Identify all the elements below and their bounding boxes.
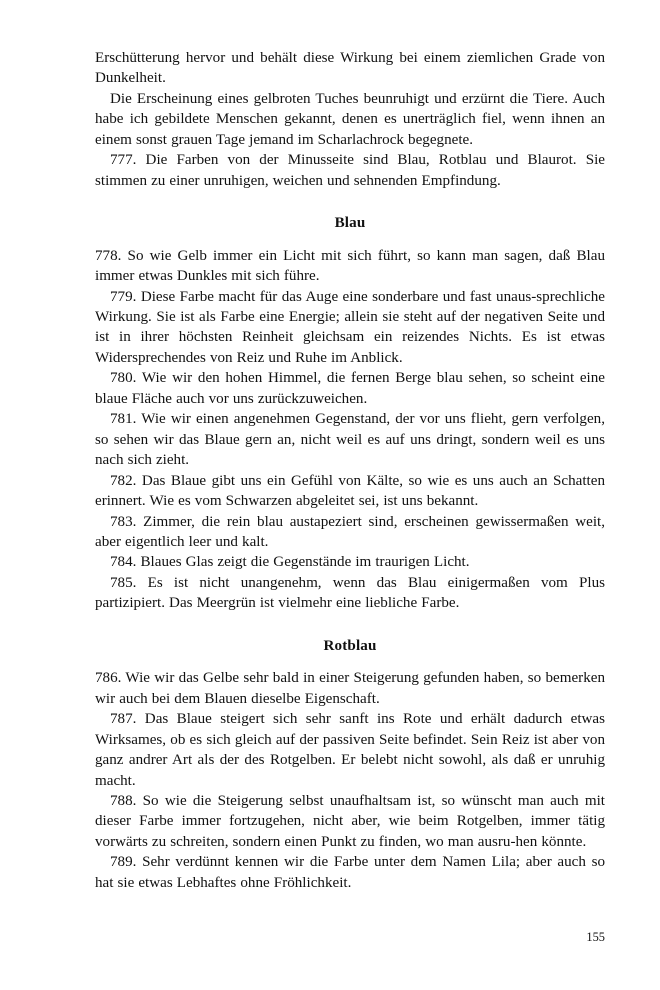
paragraph-777: 777. Die Farben von der Minusseite sind Blau, Rotblau und Blaurot. Sie stimmen zu einer unruhigen, weichen und sehnenden Empfindung. [95, 152, 605, 189]
paragraph-788: 788. So wie die Steigerung selbst unaufhaltsam ist, so wünscht man auch mit dieser Farbe immer fortzugehen, nicht aber, wie beim Rotgelben, immer tätig vorwärts zu schreiten, sondern einen Punkt zu finden, wo man ausru-hen könnte. [95, 792, 605, 850]
section-heading-rotblau: Rotblau [323, 637, 377, 654]
section-heading-blau: Blau [334, 215, 366, 232]
paragraph-782: 782. Das Blaue gibt uns ein Gefühl von Kälte, so wie es uns auch an Schatten erinnert. Wie es vom Schwarzen abgeleitet sei, ist uns bekannt. [95, 472, 605, 510]
paragraph-781: 781. Wie wir einen angenehmen Gegenstand, der vor uns flieht, gern verfolgen, so sehen wir das Blaue gern an, nicht weil es auf uns dringt, sondern weil es uns nach sich zieht. [95, 411, 605, 469]
paragraph-785: 785. Es ist nicht unangenehm, wenn das Blau einigermaßen vom Plus partizipiert. Das Meergrün ist vielmehr eine liebliche Farbe. [95, 574, 605, 612]
paragraph-787: 787. Das Blaue steigert sich sehr sanft ins Rote und erhält dadurch etwas Wirksames, ob es sich gleich auf der passiven Seite befindet. Sein Reiz ist aber von ganz andrer Art als der des Rotgelben. Er belebt nicht sowohl, als daß er unruhig macht. [95, 711, 605, 789]
paragraph-780: 780. Wie wir den hohen Himmel, die fernen Berge blau sehen, so scheint eine blaue Fläche auch vor uns zurückzuweichen. [95, 370, 605, 407]
paragraph-786: 786. Wie wir das Gelbe sehr bald in einer Steigerung gefunden haben, so bemerken wir auch bei dem Blauen dieselbe Eigenschaft. [95, 670, 605, 707]
text-column [95, 48, 605, 893]
paragraph-784: 784. Blaues Glas zeigt die Gegenstände im traurigen Licht. [110, 554, 470, 571]
paragraph-783: 783. Zimmer, die rein blau austapeziert sind, erscheinen gewissermaßen weit, aber eigentlich leer und kalt. [95, 513, 605, 550]
paragraph-789: 789. Sehr verdünnt kennen wir die Farbe unter dem Namen Lila; aber auch so hat sie etwas Lebhaftes ohne Fröhlichkeit. [95, 854, 605, 891]
paragraph-779: 779. Diese Farbe macht für das Auge eine sonderbare und fast unaus-sprechliche Wirkung. Sie ist als Farbe eine Energie; allein sie steht auf der negativen Seite und ist in ihrer höchsten Reinheit gleichsam ein reizendes Nichts. Es ist etwas Widersprechendes von Reiz und Ruhe im Anblick. [95, 288, 605, 366]
paragraph-tiere: Die Erscheinung eines gelbroten Tuches beunruhigt und erzürnt die Tiere. Auch habe ich gebildete Menschen gekannt, denen es unerträglich fiel, wenn ihnen an einem sonst grauen Tage jemand im Scharlachrock begegnete. [95, 90, 605, 148]
page-number: 155 [586, 930, 605, 944]
paragraph-778: 778. So wie Gelb immer ein Licht mit sich führt, so kann man sagen, daß Blau immer etwas Dunkles mit sich führe. [95, 247, 605, 285]
paragraph-continuation: Erschütterung hervor und behält diese Wirkung bei einem ziemlichen Grade von Dunkelheit. [95, 50, 605, 87]
